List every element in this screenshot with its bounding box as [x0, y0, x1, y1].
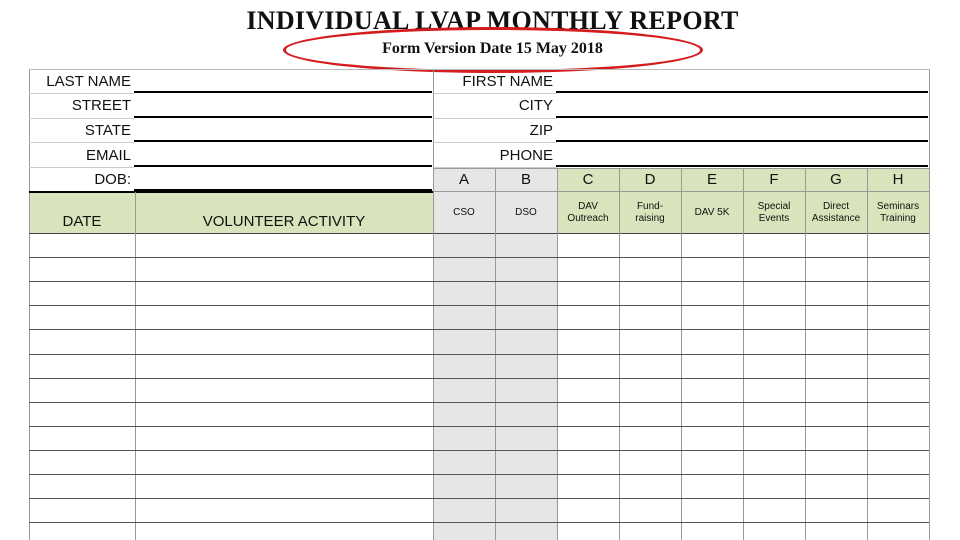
highlight-oval — [283, 27, 703, 73]
table-row-line — [29, 522, 929, 523]
label-row-line — [433, 142, 557, 143]
label-row-line — [29, 142, 134, 143]
column-header-text: DSO — [515, 207, 537, 218]
label-street: STREET — [71, 97, 131, 114]
column-letter-a: A — [458, 171, 469, 188]
first-name-field[interactable] — [556, 91, 928, 93]
table-row-line — [29, 426, 929, 427]
form-version-date: Form Version Date 15 May 2018 — [382, 40, 603, 57]
label-city: CITY — [518, 97, 553, 114]
volunteer-activity-header: VOLUNTEER ACTIVITY — [202, 213, 366, 230]
email-field[interactable] — [134, 165, 432, 167]
column-letter-b: B — [520, 171, 531, 188]
zip-field[interactable] — [556, 140, 928, 142]
table-border-top — [29, 69, 929, 70]
date-header: DATE — [62, 213, 102, 230]
column-letter-f: F — [769, 171, 779, 188]
table-row-line — [29, 474, 929, 475]
column-letter-e: E — [706, 171, 717, 188]
column-header-text: DAV 5K — [694, 207, 730, 218]
column-letter-g: G — [830, 171, 842, 188]
column-header-text: CSO — [453, 207, 475, 218]
table-row-line — [29, 378, 929, 379]
column-header-text: Outreach — [567, 213, 609, 224]
label-phone: PHONE — [499, 147, 553, 164]
label-row-line — [29, 118, 134, 119]
label-row-line — [433, 93, 557, 94]
header-bottom-line — [29, 233, 929, 234]
column-header-d — [619, 193, 681, 233]
phone-field[interactable] — [556, 165, 928, 167]
column-header-text: Seminars — [876, 201, 920, 212]
street-field[interactable] — [134, 116, 432, 118]
table-row-line — [29, 305, 929, 306]
column-letter-d: D — [644, 171, 656, 188]
label-last-name: LAST NAME — [46, 73, 131, 90]
report-title: INDIVIDUAL LVAP MONTHLY REPORT — [246, 6, 739, 35]
label-row-line — [433, 118, 557, 119]
table-row-line — [29, 257, 929, 258]
column-letter-h: H — [892, 171, 904, 188]
column-header-a — [433, 193, 495, 233]
column-header-text: Direct — [822, 201, 850, 212]
state-field[interactable] — [134, 140, 432, 142]
table-row-line — [29, 402, 929, 403]
column-header-b — [495, 193, 557, 233]
label-state: STATE — [84, 122, 131, 139]
column-letter-c: C — [582, 171, 594, 188]
column-header-text: Assistance — [811, 213, 861, 224]
label-row-line — [29, 93, 134, 94]
table-row-line — [29, 354, 929, 355]
column-header-text: Events — [758, 213, 790, 224]
city-field[interactable] — [556, 116, 928, 118]
column-divider — [929, 168, 930, 540]
label-dob: DOB: — [94, 171, 131, 188]
column-header-text: DAV — [578, 201, 598, 212]
label-first-name: FIRST NAME — [462, 73, 553, 90]
table-row-line — [29, 498, 929, 499]
column-header-text: Fund- — [636, 201, 664, 212]
table-row-line — [29, 329, 929, 330]
column-header-h — [867, 193, 929, 233]
column-header-text: Training — [880, 213, 916, 224]
column-header-g — [805, 193, 867, 233]
column-header-f — [743, 193, 805, 233]
date-column-divider — [135, 192, 136, 540]
table-row-line — [29, 450, 929, 451]
column-header-c — [557, 193, 619, 233]
table-row-line — [29, 281, 929, 282]
label-zip: ZIP — [529, 122, 553, 139]
label-email: EMAIL — [85, 147, 131, 164]
header-top-line — [29, 191, 433, 193]
last-name-field[interactable] — [134, 91, 432, 93]
column-header-text: raising — [635, 213, 665, 224]
column-header-text: Special — [757, 201, 791, 212]
column-header-e — [681, 193, 743, 233]
label-column-divider — [433, 69, 434, 168]
label-row-line — [29, 167, 134, 168]
